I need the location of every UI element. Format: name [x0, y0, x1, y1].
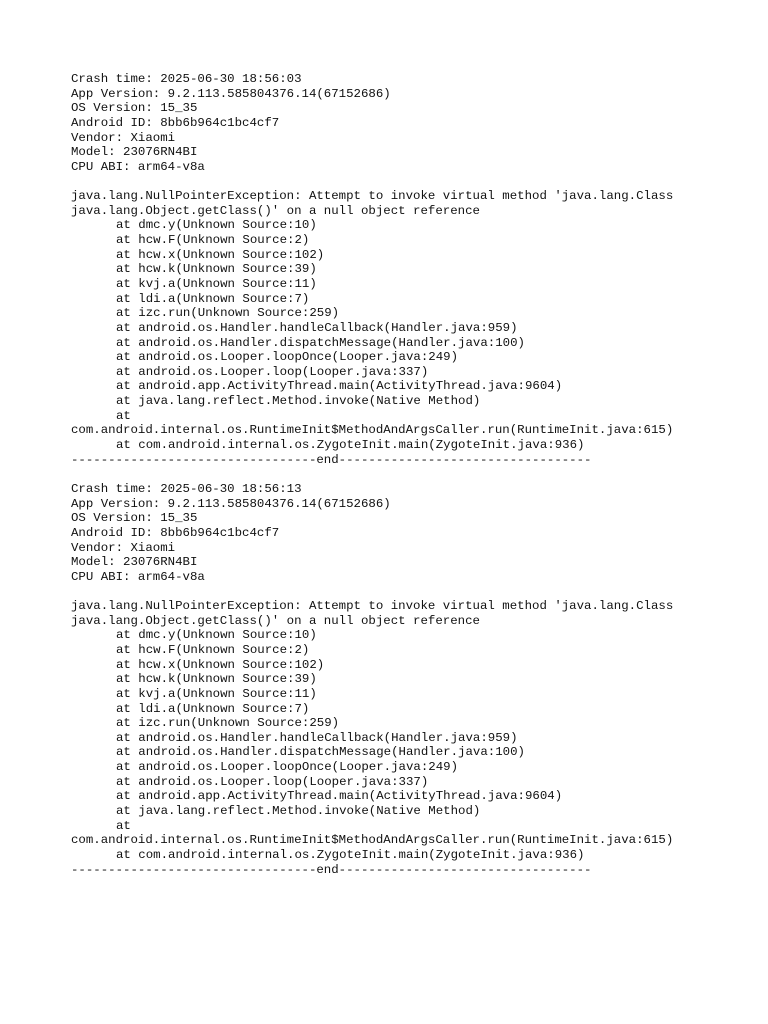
- stack-frame: at android.os.Looper.loopOnce(Looper.java:249): [116, 760, 459, 775]
- stack-frame: at: [116, 408, 131, 423]
- stack-frame: at android.os.Handler.dispatchMessage(Handler.java:100): [116, 335, 525, 350]
- stack-frame: at: [116, 818, 131, 833]
- stack-frame: at dmc.y(Unknown Source:10): [116, 628, 317, 643]
- model-line: Model: 23076RN4BI: [71, 145, 198, 160]
- cpu-abi-line: CPU ABI: arm64-v8a: [71, 159, 205, 174]
- exception-line: java.lang.NullPointerException: Attempt to invoke virtual method 'java.lang.Class: [71, 599, 674, 614]
- app-version-line: App Version: 9.2.113.585804376.14(67152686): [71, 86, 391, 101]
- stack-frame: at dmc.y(Unknown Source:10): [116, 218, 317, 233]
- vendor-line: Vendor: Xiaomi: [71, 540, 176, 555]
- wrapped-stack-frame: com.android.internal.os.RuntimeInit$MethodAndArgsCaller.run(RuntimeInit.java:615): [71, 833, 674, 848]
- android-id-line: Android ID: 8bb6b964c1bc4cf7: [71, 115, 280, 130]
- vendor-line: Vendor: Xiaomi: [71, 130, 176, 145]
- stack-frame: at java.lang.reflect.Method.invoke(Native Method): [116, 394, 481, 409]
- stack-frame: at android.os.Handler.dispatchMessage(Handler.java:100): [116, 745, 525, 760]
- stack-frame: at com.android.internal.os.ZygoteInit.main(ZygoteInit.java:936): [116, 438, 585, 453]
- stack-frame: at com.android.internal.os.ZygoteInit.main(ZygoteInit.java:936): [116, 847, 585, 862]
- exception-line: java.lang.NullPointerException: Attempt to invoke virtual method 'java.lang.Class: [71, 189, 674, 204]
- end-separator: ---------------------------------end----------------------------------: [71, 452, 592, 467]
- app-version-line: App Version: 9.2.113.585804376.14(67152686): [71, 496, 391, 511]
- stack-frame: at android.os.Handler.handleCallback(Handler.java:959): [116, 730, 518, 745]
- stack-frame: at android.os.Handler.handleCallback(Handler.java:959): [116, 320, 518, 335]
- stack-frame: at kvj.a(Unknown Source:11): [116, 276, 317, 291]
- crash-report: [71, 482, 731, 877]
- stack-frame: at izc.run(Unknown Source:259): [116, 306, 340, 321]
- stack-frame: at hcw.k(Unknown Source:39): [116, 672, 317, 687]
- blank-line: [71, 174, 731, 189]
- crash-time-line: Crash time: 2025-06-30 18:56:13: [71, 481, 302, 496]
- stack-frame: at android.os.Looper.loop(Looper.java:337): [116, 774, 429, 789]
- crash-log-document: [71, 72, 731, 877]
- blank-line: [71, 584, 731, 599]
- cpu-abi-line: CPU ABI: arm64-v8a: [71, 569, 205, 584]
- crash-time-line: Crash time: 2025-06-30 18:56:03: [71, 72, 302, 86]
- android-id-line: Android ID: 8bb6b964c1bc4cf7: [71, 525, 280, 540]
- stack-frame: at hcw.F(Unknown Source:2): [116, 233, 310, 248]
- stack-frame: at android.os.Looper.loopOnce(Looper.java:249): [116, 350, 459, 365]
- stack-frame: at hcw.F(Unknown Source:2): [116, 642, 310, 657]
- stack-frame: at hcw.x(Unknown Source:102): [116, 657, 325, 672]
- stack-frame: at java.lang.reflect.Method.invoke(Native Method): [116, 804, 481, 819]
- end-separator: ---------------------------------end----------------------------------: [71, 862, 592, 877]
- exception-line: java.lang.Object.getClass()' on a null object reference: [71, 203, 480, 218]
- stack-frame: at kvj.a(Unknown Source:11): [116, 686, 317, 701]
- stack-frame: at ldi.a(Unknown Source:7): [116, 701, 310, 716]
- os-version-line: OS Version: 15_35: [71, 101, 198, 116]
- stack-frame: at android.app.ActivityThread.main(ActivityThread.java:9604): [116, 789, 563, 804]
- os-version-line: OS Version: 15_35: [71, 511, 198, 526]
- stack-frame: at hcw.k(Unknown Source:39): [116, 262, 317, 277]
- stack-frame: at izc.run(Unknown Source:259): [116, 716, 340, 731]
- stack-frame: at android.os.Looper.loop(Looper.java:337): [116, 364, 429, 379]
- stack-frame: at ldi.a(Unknown Source:7): [116, 291, 310, 306]
- stack-frame: at android.app.ActivityThread.main(ActivityThread.java:9604): [116, 379, 563, 394]
- wrapped-stack-frame: com.android.internal.os.RuntimeInit$MethodAndArgsCaller.run(RuntimeInit.java:615): [71, 423, 674, 438]
- crash-report: [71, 72, 731, 467]
- stack-frame: at hcw.x(Unknown Source:102): [116, 247, 325, 262]
- model-line: Model: 23076RN4BI: [71, 555, 198, 570]
- exception-line: java.lang.Object.getClass()' on a null object reference: [71, 613, 480, 628]
